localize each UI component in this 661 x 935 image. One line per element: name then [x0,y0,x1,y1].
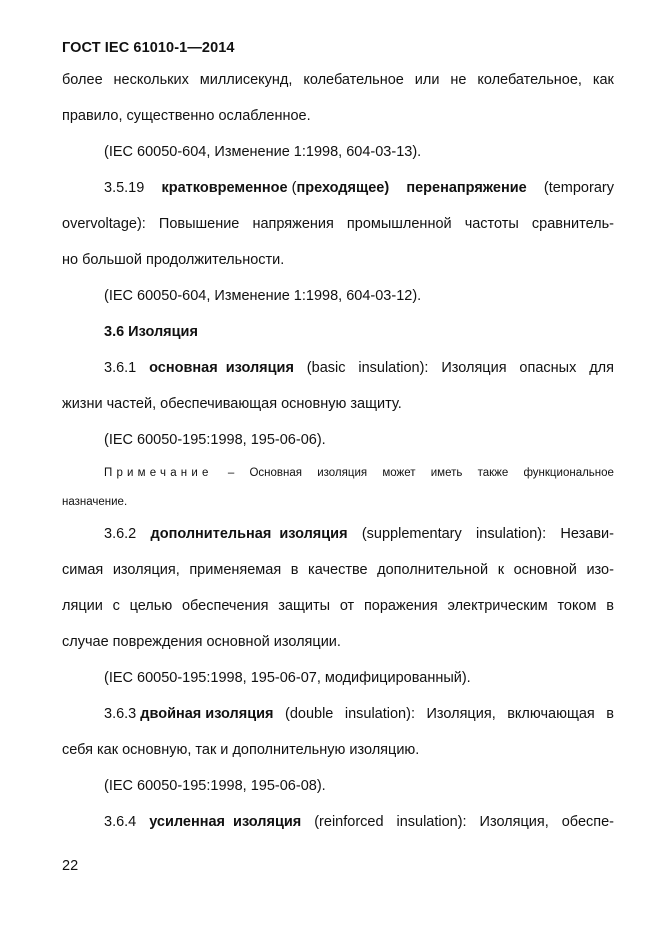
text-line: жизни частей, обеспечивающая основную защиту. [62,396,402,412]
text-line: случае повреждения основной изоляции. [62,634,341,650]
reference-line: (IEC 60050-604, Изменение 1:1998, 604-03-12). [104,288,422,304]
term: кратковременное [161,180,288,196]
word: Основная [249,466,302,479]
word: миллисекунд, [199,72,293,88]
word: или [414,72,440,88]
text-line [62,62,614,98]
word: иметь [430,466,463,479]
word: колебательное [303,72,404,88]
term-definition-line [62,696,614,732]
reference-line: (IEC 60050-195:1998, 195-06-06). [104,432,326,448]
word: в [290,562,299,578]
term-group [104,706,274,722]
text-line: правило, существенно ослабленное. [62,108,311,124]
word: с [112,598,120,614]
reference-line: (IEC 60050-604, Изменение 1:1998, 604-03-13). [104,144,422,160]
word: сравнитель- [531,216,614,232]
word: колебательное, [477,72,582,88]
word: Изоляция, [479,814,549,830]
clause-number: 3.6.4 [104,814,137,830]
term: дополнительная изоляция [150,526,348,542]
term: перенапряжение [406,180,527,196]
clause-number: 3.6.2 [104,526,137,542]
word: током [557,598,597,614]
word: изоляция [317,466,368,479]
word: insulation): [358,360,429,376]
word: также [477,466,509,479]
note-line [62,458,614,487]
word: Повышение [158,216,240,232]
word: применяемая [189,562,282,578]
text-line [62,552,614,588]
clause-number: 3.6.1 [104,360,137,376]
page-number: 22 [62,858,79,874]
word: в [606,706,614,722]
note-label: Примечание [104,466,213,479]
clause-number: 3.5.19 [104,180,145,196]
word: может [382,466,416,479]
note-line: назначение. [62,495,128,508]
dash: – [227,466,235,479]
english-term: (temporary [543,180,614,196]
section-heading [62,314,614,350]
word: основной [513,562,577,578]
word: в [606,598,614,614]
word: опасных [519,360,577,376]
word: нескольких [113,72,189,88]
word: insulation): [344,706,415,722]
word: (reinforced [314,814,384,830]
text-line [62,588,614,624]
word: целью [129,598,173,614]
word: от [339,598,355,614]
term-definition-line [62,516,614,552]
word: не [450,72,467,88]
word: (basic [306,360,346,376]
word: ляции [62,598,103,614]
word: Изоляция [441,360,507,376]
word: симая [62,562,104,578]
word: функциональное [523,466,614,479]
paren: ( [291,180,297,196]
word: изоляция, [112,562,180,578]
term: двойная изоляция [140,706,274,722]
text-line: себя как основную, так и дополнительную изоляцию. [62,742,420,758]
clause-number: 3.6.3 [104,706,137,722]
term: основная изоляция [149,360,294,376]
term-definition-line [62,804,614,840]
term-definition-line [62,170,614,206]
term: усиленная изоляция [149,814,302,830]
word: insulation): [476,526,547,542]
word: обеспе- [561,814,614,830]
word: напряжения [252,216,334,232]
word: для [589,360,614,376]
word: поражения [363,598,438,614]
word: как [592,72,614,88]
word: overvoltage): [62,216,146,232]
word: (double [285,706,334,722]
word: включающая [507,706,595,722]
text-line: но большой продолжительности. [62,252,285,268]
word: к [497,562,505,578]
section-title: 3.6 Изоляция [104,324,198,340]
word: Изоляция, [426,706,496,722]
document-body [62,62,614,840]
text-line [62,206,614,242]
word: insulation): [396,814,467,830]
term-group [162,180,390,196]
reference-line: (IEC 60050-195:1998, 195-06-08). [104,778,326,794]
word: качестве [308,562,368,578]
word: более [62,72,103,88]
word: электрическим [447,598,548,614]
document-header: ГОСТ IEC 61010-1—2014 [62,40,235,56]
word: (supplementary [361,526,462,542]
term: преходящее) [296,180,390,196]
term-definition-line [62,350,614,386]
word: защиты [278,598,331,614]
word: обеспечения [181,598,269,614]
word: Незави- [560,526,614,542]
word: промышленной [346,216,452,232]
word: дополнительной [377,562,489,578]
word: частоты [464,216,519,232]
word: изо- [586,562,614,578]
reference-line: (IEC 60050-195:1998, 195-06-07, модифицированный). [104,670,471,686]
